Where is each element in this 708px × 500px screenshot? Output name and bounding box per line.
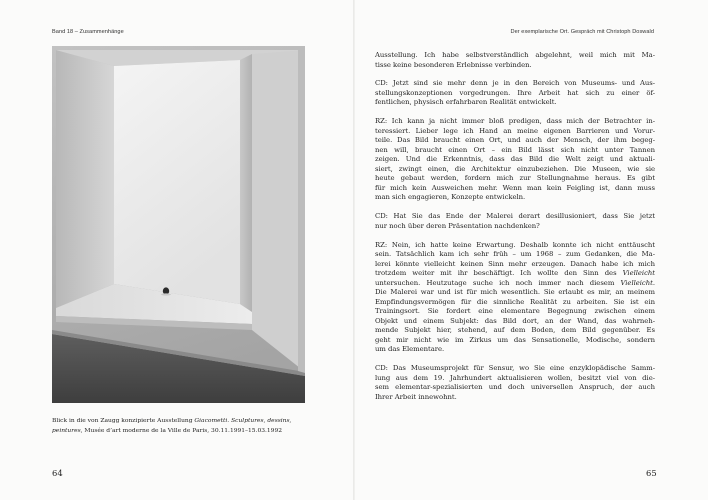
text-run: Objekt und einem Subjekt: das Bild dort, an der Wand, das wahrneh-	[375, 316, 655, 325]
text-line	[375, 61, 655, 71]
text-run: CD: Hat Sie das Ende der Malerei derart desillusioniert, dass Sie jetzt	[375, 212, 655, 221]
text-run: RZ: Nein, ich hatte keine Erwartung. Deshalb konnte ich nicht enttäuscht	[375, 240, 655, 249]
paragraph	[375, 79, 655, 108]
running-head-right: Der exemplarische Ort. Gespräch mit Christoph Doswald	[510, 29, 654, 35]
text-run: zeigen. Und die Erkenntnis, dass das Bild die Welt zeigt und aktuali-	[375, 155, 655, 164]
text-line	[375, 298, 655, 308]
text-run: Empfindungsvermögen für die sinnliche Realität zu arbeiten. Sie ist ein	[375, 297, 655, 306]
paragraph	[375, 364, 655, 402]
text-line	[375, 307, 655, 317]
text-run: um das Elementare.	[375, 345, 445, 354]
italic-text: Giacometti. Sculptures, dessins,	[194, 417, 292, 424]
text-run: nur noch über deren Präsentation nachdenken?	[375, 221, 540, 230]
text-line	[375, 288, 655, 298]
text-line	[375, 260, 655, 270]
text-run: für mich kein Ausweichen mehr. Wenn man kein Feigling ist, dann muss	[375, 183, 655, 192]
text-line	[375, 174, 655, 184]
text-line	[375, 212, 655, 222]
text-line	[375, 98, 655, 108]
paragraph	[375, 51, 655, 70]
text-line	[375, 326, 655, 336]
text-run: untersuchen. Heutzutage suche ich noch immer nach diesem	[375, 278, 621, 287]
text-run: nen will, braucht einen Ort – ein Bild lässt sich nicht unter Tannen	[375, 145, 655, 154]
text-line	[375, 51, 655, 61]
text-line	[375, 345, 655, 355]
text-run: lerei könnte vielleicht keinen Sinn mehr erzeugen. Danach habe ich mich	[375, 259, 655, 268]
italic-text: Vielleicht	[622, 269, 655, 278]
text-line	[375, 336, 655, 346]
text-run: teressiert. Lieber lege ich Hand an meine eigenen Barrieren und Vorur-	[375, 126, 655, 135]
text-run: RZ: Ich kann ja nicht immer bloß predigen, dass mich der Betrachter in-	[375, 117, 655, 126]
text-line	[375, 155, 655, 165]
text-line	[375, 127, 655, 137]
text-run: heute gebaut werden, fordern mich zur Stellungnahme heraus. Es gibt	[375, 174, 655, 183]
text-line	[375, 374, 655, 384]
photo-caption	[52, 416, 314, 435]
text-run: geht mir nicht wie im Zirkus um das Sensationelle, Modische, sondern	[375, 335, 655, 344]
text-line	[375, 165, 655, 175]
text-line	[375, 250, 655, 260]
text-run: Blick in die von Zaugg konzipierte Ausstellung	[52, 417, 195, 424]
text-line	[375, 184, 655, 194]
text-run: fentlichen, physisch erfahrbaren Realität entwickelt.	[375, 98, 557, 107]
italic-text: peintures	[52, 426, 81, 434]
text-line	[52, 426, 314, 436]
text-line	[52, 416, 314, 426]
text-run: sein. Tatsächlich kam ich sehr früh – um 1968 – zum Gedanken, die Ma-	[375, 250, 655, 259]
page-number-right: 65	[646, 468, 657, 478]
text-line	[375, 117, 655, 127]
gallery-photograph	[52, 46, 305, 403]
interview-text	[375, 51, 655, 412]
text-run: lung aus dem 19. Jahrhundert aktualisieren wollen, besitzt viel von die-	[375, 373, 655, 382]
text-run: , Musée d’art moderne de la Ville de Paris, 30.11.1991–15.03.1992	[80, 426, 283, 434]
text-line	[375, 241, 655, 251]
text-run: Ausstellung. Ich habe selbstverständlich abgelehnt, weil mich mit Ma-	[375, 51, 655, 59]
running-head-left: Band 18 – Zusammenhänge	[52, 29, 124, 35]
text-run: siert, zwingt einen, die Architektur einzubeziehen. Die Museen, wie sie	[375, 164, 655, 173]
text-run: .	[652, 278, 655, 287]
paragraph	[375, 212, 655, 231]
text-line	[375, 317, 655, 327]
text-line	[375, 146, 655, 156]
text-line	[375, 89, 655, 99]
text-line	[375, 269, 655, 279]
text-run: mende Subjekt hier, stehend, auf dem Boden, dem Bild gegenüber. Es	[375, 326, 655, 335]
text-line	[375, 222, 655, 232]
text-run: tisse keine besonderen Erlebnisse verbinden.	[375, 60, 532, 69]
text-run: trotzdem weiter mit ihr beschäftigt. Ich wollte den Sinn des	[375, 269, 623, 278]
text-run: CD: Das Museumsprojekt für Sensur, wo Sie eine enzyklopädische Samm-	[375, 364, 655, 373]
text-run: sem elementar-spezialisierten und doch universellen Anspruch, der auch	[375, 383, 655, 392]
italic-text: Vielleicht	[620, 278, 653, 287]
text-line	[375, 279, 655, 289]
book-gutter	[353, 0, 355, 500]
text-line	[375, 383, 655, 393]
text-line	[375, 136, 655, 146]
page-number-left: 64	[52, 468, 63, 478]
text-line	[375, 364, 655, 374]
text-line	[375, 193, 655, 203]
text-run: Die Malerei war und ist für mich wesentlich. Sie erlaubt es mir, an meinem	[375, 288, 655, 297]
text-run: stellungskonzeptionen vorgedrungen. Ihre Arbeit hat sich zu einer öf-	[375, 88, 655, 97]
text-run: man sich engagieren, Konzepte entwickeln.	[375, 193, 526, 202]
text-line	[375, 79, 655, 89]
text-line	[375, 393, 655, 403]
paragraph	[375, 117, 655, 203]
text-run: Ihrer Arbeit innewohnt.	[375, 392, 457, 401]
text-run: CD: Jetzt sind sie mehr denn je in den Bereich von Museums- und Aus-	[375, 79, 655, 88]
text-run: teile. Das Bild braucht einen Ort, und auch der Mensch, der ihm begeg-	[375, 136, 655, 145]
text-run: Trainingsort. Sie fordert eine elementare Begegnung zwischen einem	[375, 307, 655, 316]
paragraph	[375, 241, 655, 355]
